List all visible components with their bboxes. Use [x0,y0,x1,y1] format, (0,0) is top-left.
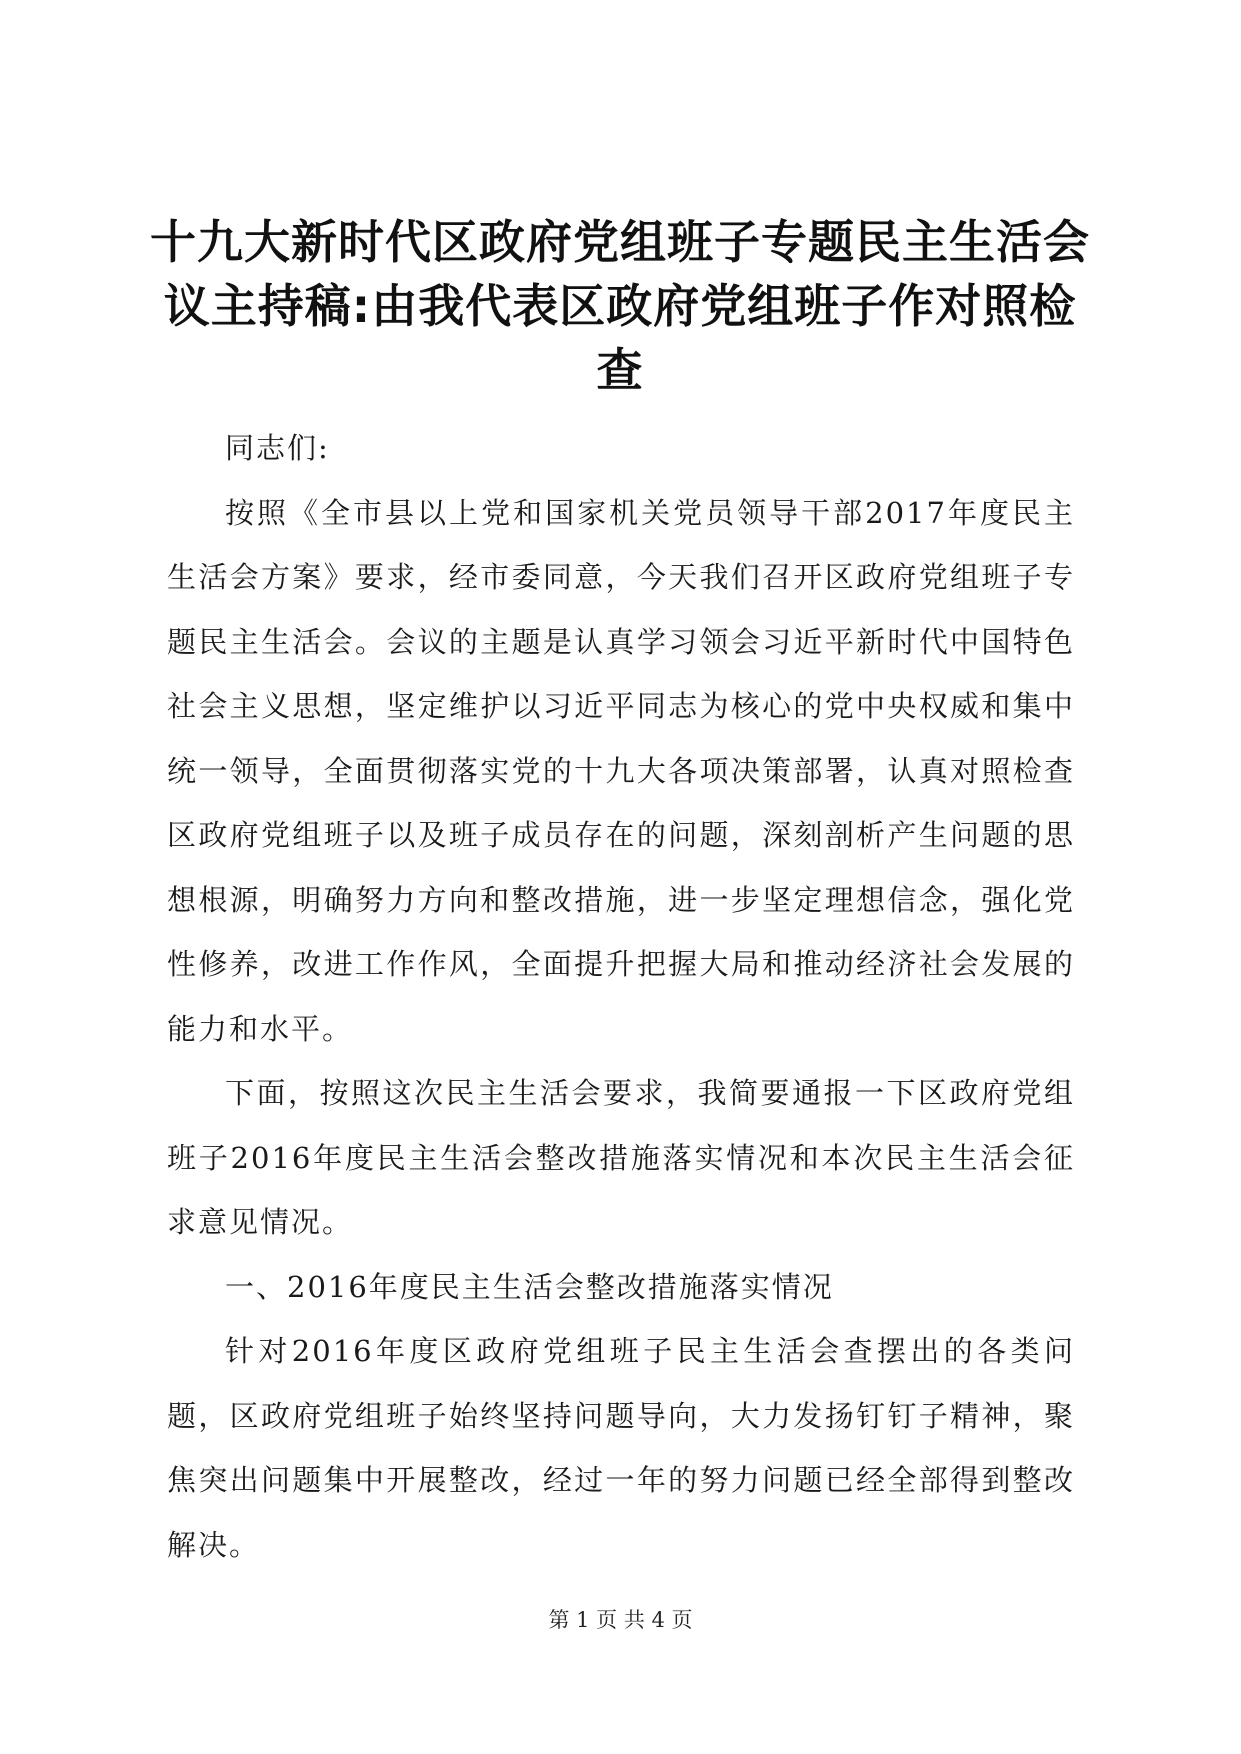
paragraph-greeting: 同志们: [225,431,330,465]
paragraph-overview: 下面，按照这次民主生活会要求，我简要通报一下区政府党组班子2016年度民主生活会整改措施落实情况和本次民主生活会征求意见情况。 [167,1076,1075,1239]
page-number-label: 第 1 页 共 4 页 [548,1608,693,1632]
paragraph-section-1: 针对2016年度区政府党组班子民主生活会查摆出的各类问题，区政府党组班子始终坚持问题导向，大力发扬钉钉子精神，聚焦突出问题集中开展整改，经过一年的努力问题已经全部得到整改解决。 [167,1334,1075,1562]
document-title: 十九大新时代区政府党组班子专题民主生活会议主持稿:由我代表区政府党组班子作对照检查 [150,215,1090,397]
section-heading-1: 一、2016年度民主生活会整改措施落实情况 [225,1269,834,1304]
paragraph-intro: 按照《全市县以上党和国家机关党员领导干部2017年度民主生活会方案》要求，经市委同意，今天我们召开区政府党组班子专题民主生活会。会议的主题是认真学习领会习近平新时代中国特色社会主义思想，坚定维护以习近平同志为核心的党中央权威和集中统一领导，全面贯彻落实党的十九大各项决策部署，认真对照检查区政府党组班子以及班子成员存在的问题，深刻剖析产生问题的思想根源，明确努力方向和整改措施，进一步坚定理想信念，强化党性修养，改进工作作风，全面提升把握大局和推动经济社会发展的能力和水平。 [167,495,1075,1046]
document-body [167,416,1075,1577]
page-footer [0,1605,1241,1635]
